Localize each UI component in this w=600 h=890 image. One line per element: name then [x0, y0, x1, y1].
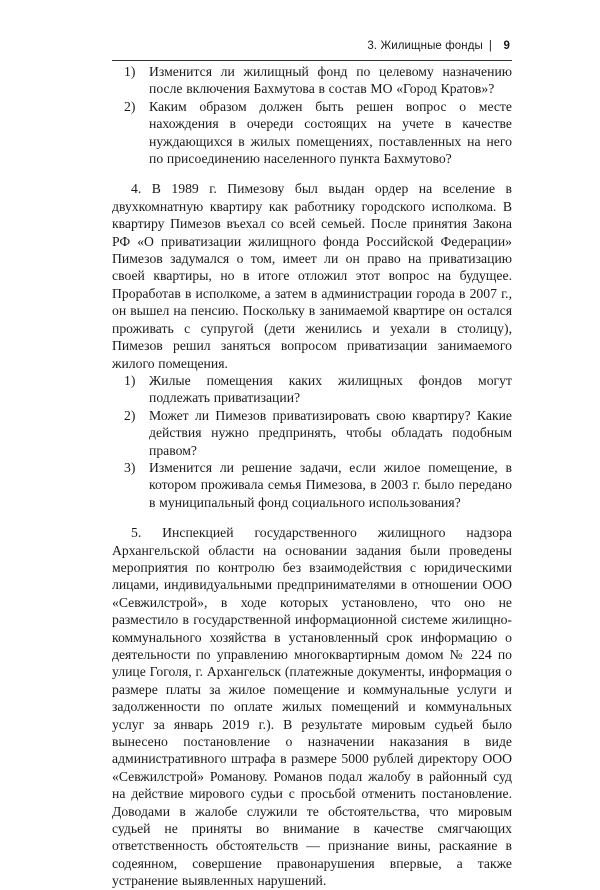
- running-header: [100, 40, 510, 58]
- question-item: [112, 98, 512, 168]
- question-item: [112, 372, 512, 407]
- item-number: 2): [124, 98, 136, 114]
- question-item: [112, 407, 512, 459]
- item-text: Изменится ли жилищный фонд по целевому назначению после включения Бахмутова в состав МО «Город Кратов»?: [149, 64, 512, 97]
- spacer: [112, 511, 512, 524]
- page-body: [112, 63, 512, 890]
- header-separator: |: [488, 40, 492, 52]
- spacer: [112, 167, 512, 180]
- header-rule: [112, 60, 512, 61]
- task-4-paragraph: 4. В 1989 г. Пимезову был выдан ордер на вселение в двухкомнатную квартиру как работнику городского исполкома. В квартиру Пимезов въехал со всей семьей. После принятия Закона РФ «О приватизации жилищного фонда Российской Федерации» Пимезов задумался о том, имеет ли он право на приватизацию своей квартиры, но в итоге отложил этот вопрос на будущее. Проработав в исполкоме, а затем в администрации города в 2007 г., он вышел на пенсию. Поскольку в занимаемой квартире он остался проживать с супругой (дети женились и уехали в столицу), Пимезов решил заняться вопросом приватизации занимаемого жилого помещения.: [112, 181, 512, 371]
- item-text: Жилые помещения каких жилищных фондов могут подлежать приватизации?: [149, 372, 512, 406]
- item-text: Каким образом должен быть решен вопрос о месте нахождения в очереди состоящих на учете в качестве нуждающихся в жилых помещениях, поставленных на него по присоединению населенного пункта Бахмутово?: [149, 98, 512, 167]
- item-number: 3): [124, 459, 136, 475]
- item-number: 2): [124, 407, 136, 423]
- section-title: 3. Жилищные фонды: [367, 40, 483, 52]
- item-number: 1): [124, 64, 136, 79]
- question-item: [112, 63, 512, 98]
- page-number: 9: [503, 40, 510, 52]
- task-5-paragraph: 5. Инспекцией государственного жилищного надзора Архангельской области на основании задания были проведены мероприятия по контролю без взаимодействия с юридическими лицами, индивидуальными предпринимателями в отношении ООО «Севжилстрой», в ходе которых установлено, что оно не разместило в государственной информационной системе жилищно-коммунального хозяйства в установленный срок информацию о деятельности по управлению многоквартирным домом № 224 по улице Гоголя, г. Архангельск (платежные документы, информация о размере платы за жилое помещение и коммунальные услуги и задолженности по оплате жилых помещений и коммунальных услуг за январь 2019 г.). В результате мировым судьей было вынесено постановление о назначении наказания в виде административного штрафа в размере 5000 рублей директору ООО «Севжилстрой» Романову. Романов подал жалобу в районный суд на действие мирового судьи с просьбой отменить постановление. Доводами в жалобе служили те обстоятельства, что мировым судьей не приняты во внимание в качестве смягчающих ответственность обстоятельств — признание вины, раскаяние в содеянном, совершение правонарушения впервые, а также устранение выявленных нарушений.: [112, 525, 512, 889]
- question-item: [112, 459, 512, 511]
- item-number: 1): [124, 372, 136, 388]
- item-text: Изменится ли решение задачи, если жилое помещение, в котором проживала семья Пимезова, в 2003 г. было передано в муниципальный фонд социального использования?: [149, 459, 512, 510]
- item-text: Может ли Пимезов приватизировать свою квартиру? Какие действия нужно предпринять, чтобы обладать подобным правом?: [149, 407, 512, 458]
